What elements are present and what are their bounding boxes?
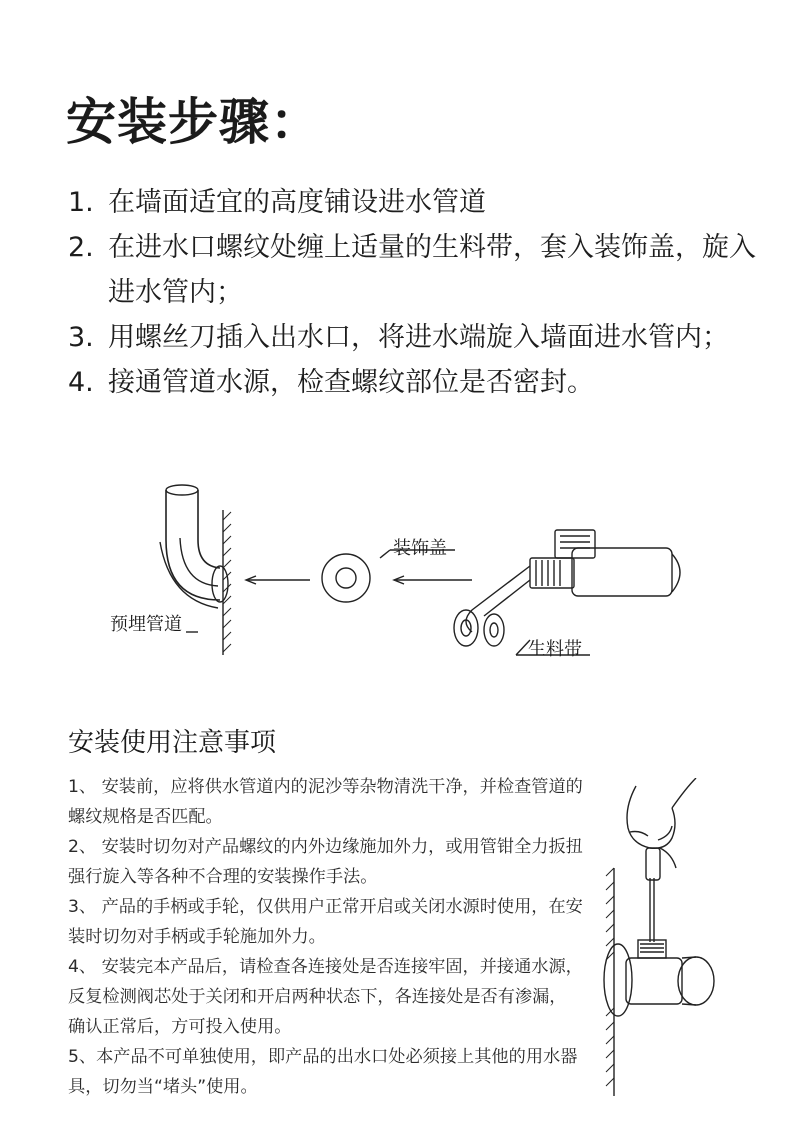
screwdriver-illustration — [596, 778, 726, 1098]
notice-item: 1、 安装前，应将供水管道内的泥沙等杂物清洗干净，并检查管道的螺纹规格是否匹配。 — [68, 777, 583, 827]
notice-item: 4、 安装完本产品后，请检查各连接处是否连接牢固，并接通水源，反复检测阀芯处于关闭和开启两种状态下，各连接处是否有渗漏，确认正常后，方可投入使用。 — [68, 957, 583, 1037]
step-number: 1. — [68, 187, 94, 218]
step-text: 接通管道水源，检查螺纹部位是否密封。 — [108, 367, 594, 398]
step-text: 在墙面适宜的高度铺设进水管道 — [108, 187, 486, 218]
step-number: 4. — [68, 367, 94, 398]
label-sealing-tape: 生料带 — [528, 639, 582, 660]
installation-illustration — [100, 480, 700, 670]
hand-screwdriver-drawing — [596, 778, 726, 1098]
notice-item: 2、 安装时切勿对产品螺纹的内外边缘施加外力，或用管钳全力扳扭强行旋入等各种不合理的安装操作手法。 — [68, 837, 583, 887]
notice-title: 安装使用注意事项 — [68, 728, 277, 758]
step-number: 2. — [68, 232, 94, 263]
notice-item: 5、本产品不可单独使用，即产品的出水口处必须接上其他的用水器具，切勿当“堵头”使用。 — [68, 1047, 578, 1097]
installation-diagram — [100, 480, 700, 670]
step-item — [68, 360, 758, 405]
page-title: 安装步骤： — [66, 93, 321, 151]
label-embedded-pipe: 预埋管道 — [110, 614, 182, 635]
step-number: 3. — [68, 322, 94, 353]
step-text: 在进水口螺纹处缠上适量的生料带，套入装饰盖，旋入进水管内； — [108, 232, 756, 308]
step-text: 用螺丝刀插入出水口，将进水端旋入墙面进水管内； — [108, 322, 729, 353]
notice-list — [68, 772, 583, 1102]
step-item — [68, 225, 758, 315]
label-decorative-cover: 装饰盖 — [393, 538, 447, 559]
notice-item: 3、 产品的手柄或手轮，仅供用户正常开启或关闭水源时使用，在安装时切勿对手柄或手轮施加外力。 — [68, 897, 583, 947]
install-steps — [68, 180, 758, 405]
step-item — [68, 180, 758, 225]
step-item — [68, 315, 758, 360]
